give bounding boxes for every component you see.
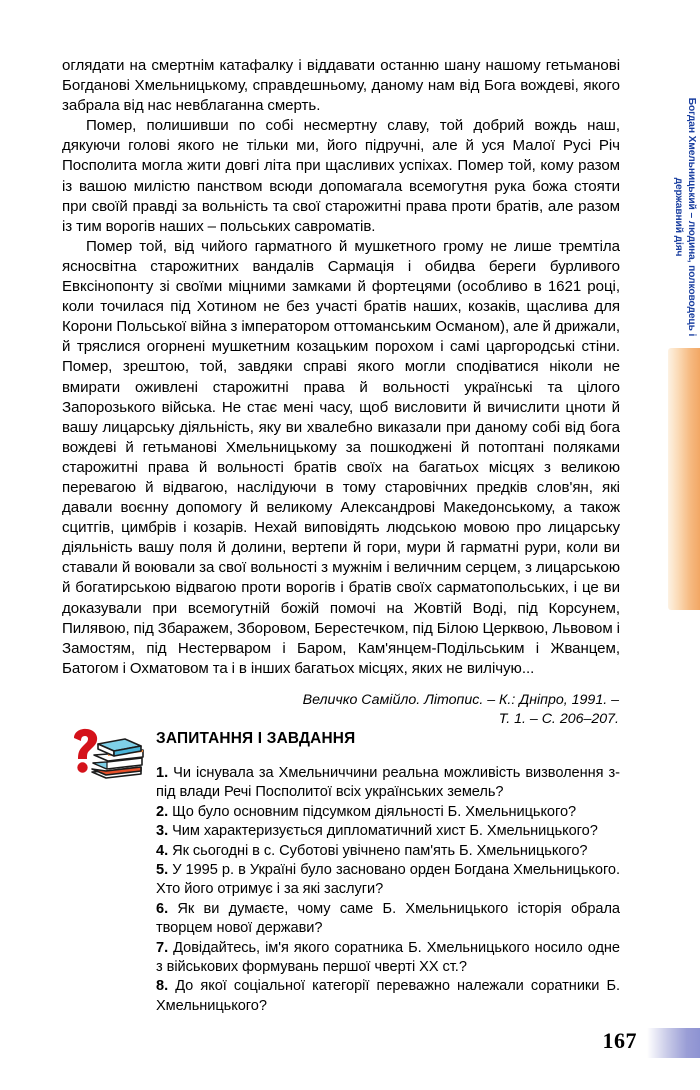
question-item xyxy=(156,822,620,841)
footer-decoration-bar xyxy=(647,1028,700,1058)
question-text: Чи існувала за Хмельниччини реальна можливість визволення з-під влади Речі Посполитої всіх українських земель? xyxy=(156,765,620,801)
citation-line-1: Величко Самійло. Літопис. – К.: Дніпро, 1991. – xyxy=(302,691,619,708)
question-item xyxy=(156,977,620,1016)
question-text: У 1995 р. в Україні було засновано орден Богдана Хмельницького. Хто його отримує і за які заслуги? xyxy=(156,862,620,898)
question-number: 4. xyxy=(156,842,169,859)
question-item xyxy=(156,939,620,978)
question-books-icon xyxy=(62,726,148,784)
question-number: 6. xyxy=(156,900,169,917)
questions-list xyxy=(156,764,620,1016)
questions-and-tasks-section xyxy=(62,728,621,1014)
question-text: Як сьогодні в с. Суботові увічнено пам'ять Б. Хмельницького? xyxy=(172,842,588,859)
question-number: 1. xyxy=(156,765,169,781)
question-item xyxy=(156,803,620,822)
question-text: Як ви думаєте, чому саме Б. Хмельницького історія обрала творцем нової держави? xyxy=(156,900,620,937)
chapter-side-tab xyxy=(668,348,700,610)
source-citation xyxy=(62,691,620,730)
question-item xyxy=(156,764,620,803)
question-item xyxy=(156,900,620,939)
chapter-side-tab-label: Богдан Хмельницький – людина, полководець і державний діяч xyxy=(673,97,697,337)
question-text: Довідайтесь, ім'я якого соратника Б. Хмельницького носило одне з військових формувань першої чверті ХХ ст.? xyxy=(156,939,621,976)
paragraph-1: оглядати на смертнім катафалку і віддавати останню шану нашому гетьманові Богданові Хмельницькому, справдешньому, даному нам від Бога вождеві, якого забрала від нас невблаганна смерть. xyxy=(62,57,620,115)
question-number: 7. xyxy=(156,939,169,956)
citation-line-2: Т. 1. – С. 206–207. xyxy=(498,711,619,728)
question-number: 2. xyxy=(156,803,169,820)
question-text: Чим характеризується дипломатичний хист Б. Хмельницького? xyxy=(172,823,598,840)
questions-title: ЗАПИТАННЯ І ЗАВДАННЯ xyxy=(156,730,356,747)
question-number: 3. xyxy=(156,823,169,840)
question-item xyxy=(156,842,620,861)
question-text: До якої соціальної категорії переважно належали соратники Б. Хмельницького? xyxy=(156,978,620,1014)
paragraph-2: Помер, полишивши по собі несмертну славу, той добрий вождь наш, дякуючи голові якого не тільки ми, його підручні, але й уся Малої Русі Річ Посполита могла жити довгі літа при щасливих успіхах. Помер той, кому разом із вашою милістю панством всюди допомагала всемогутня рука божа стояти при своїй правді за вольність та свої старожитні права проти братів, але разом із тим ворогів наших – польських савроматів. xyxy=(62,117,620,235)
question-number: 8. xyxy=(156,978,169,995)
question-text: Що було основним підсумком діяльності Б. Хмельницького? xyxy=(172,803,577,820)
question-number: 5. xyxy=(156,862,169,879)
page-number: 167 xyxy=(602,1028,637,1053)
body-text xyxy=(62,56,620,679)
questions-header xyxy=(62,728,620,760)
question-item xyxy=(156,861,620,900)
page-content xyxy=(62,56,620,730)
paragraph-3: Помер той, від чийого гарматного й мушкетного грому не лише тремтіла ясносвітна старожитних вандалів Сармація і обидва береги бурливого Евксінопонту зі своїми міцними замками й фортецями (особливо в 1621 році, коли точилася під Хотином не без участі братів наших, козаків, щаслива для Корони Польської війна з імператором оттоманським Османом), але й дрижали, й тряслися огорнені мушкетним козацьким порохом і самі царгородські стіни. Помер, зрештою, той, завдяки справі якого могли сподіватися ніколи не вмирати оживлені старожитні права й вольності українські та цілого Запорозького війська. Не стає мені часу, щоб висловити й вичислити цноти й вашу лицарську діяльність, яку ви хвалебно виказали при даному собі від бога вождеві й гетьманові Хмельницькому за пошкоджені й потоптані поляками старожитні права й вольності братів своїх на багатьох місцях з великою перевагою й відвагою, наслідуючи в тому старовічних предків слов'ян, які давали воєнну допомогу й великому Александрові Македонському, а також сцитгів, цимбрів і козарів. Нехай виповідять людською мовою про лицарську діяльність вашу поля й долини, вертепи й гори, мури й гарматні рури, коли ви ставали й воювали за свої вольності з мужнім і величним серцем, з лицарською й богатирською відвагою проти ворогів і братів своїх сарматопольських, і це ви доказували при всемогутній божій помочі на Жовтій Воді, під Корсунем, Пилявою, під Збаражем, Зборовом, Берестечком, під Білою Церквою, Львовом і Замостям, під Нестерваром і Баром, Кам'янцем-Подільським і Жванцем, Батогом і Охматовом та і в інших багатьох місцях, яких не вилічую... xyxy=(62,237,620,677)
chapter-side-tab-label-wrap xyxy=(668,86,700,348)
